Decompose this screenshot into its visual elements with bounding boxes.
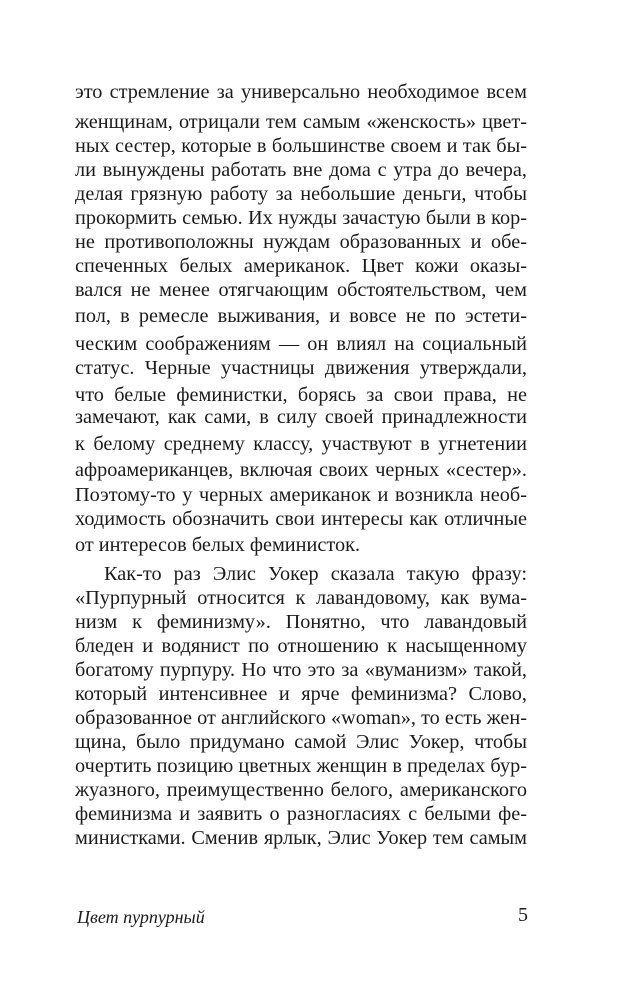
text-line: ходимость обозначить свои интересы как отличные [75, 508, 527, 530]
text-line: образованное от английского «woman», то есть жен- [75, 707, 527, 729]
text-line: пол, в ремесле выживания, и вовсе не по эстети- [75, 305, 527, 327]
text-line: не противоположны нуждам образованных и обе- [75, 231, 527, 253]
text-line: что белые феминистки, борясь за свои права, не [75, 384, 527, 406]
page-number: 5 [518, 904, 528, 926]
text-line: женщинам, отрицали тем самым «женскость» цвет- [75, 111, 527, 133]
text-line: который интенсивнее и ярче феминизма? Слово, [75, 683, 527, 705]
text-line: спеченных белых американок. Цвет кожи оказы- [75, 255, 527, 277]
text-line: Поэтому-то у черных американок и возникла необ- [75, 484, 527, 506]
text-line: очертить позицию цветных женщин в пределах бур- [75, 755, 527, 777]
text-line: жуазного, преимущественно белого, американского [75, 779, 527, 801]
running-title: Цвет пурпурный [77, 907, 205, 927]
text-line: ли вынуждены работать вне дома с утра до вечера, [75, 159, 527, 181]
text-line: прокормить семью. Их нужды зачастую были в кор- [75, 207, 527, 229]
text-line: бледен и водянист по отношению к насыщенному [75, 635, 527, 657]
text-line: Как-то раз Элис Уокер сказала такую фразу: [104, 563, 527, 585]
text-line: статус. Черные участницы движения утверждали, [75, 357, 527, 379]
text-line: вался не менее отягчающим обстоятельством, чем [75, 279, 527, 301]
text-line: делая грязную работу за небольшие деньги, чтобы [75, 183, 527, 205]
text-line: это стремление за универсально необходимое всем [75, 81, 527, 103]
text-line: к белому среднему классу, участвуют в угнетении [75, 433, 527, 455]
text-line: феминизма и заявить о разногласиях с белыми фе- [75, 803, 527, 825]
text-line: низм к феминизму». Понятно, что лавандовый [75, 611, 527, 633]
text-line: «Пурпурный относится к лавандовому, как вума- [75, 587, 527, 609]
text-line: замечают, как сами, в силу своей принадлежности [75, 406, 527, 428]
text-line: ческим соображениям — он влиял на социальный [75, 333, 527, 355]
text-line: щина, было придумано самой Элис Уокер, чтобы [75, 731, 527, 753]
text-line: от интересов белых феминисток. [75, 534, 361, 556]
text-line: богатому пурпуру. Но что это за «вуманизм» такой, [75, 659, 527, 681]
text-line: ных сестер, которые в большинстве своем и так бы- [75, 135, 527, 157]
text-line: афроамериканцев, включая своих черных «сестер». [75, 459, 527, 481]
text-line: министками. Сменив ярлык, Элис Уокер тем самым [75, 827, 527, 849]
